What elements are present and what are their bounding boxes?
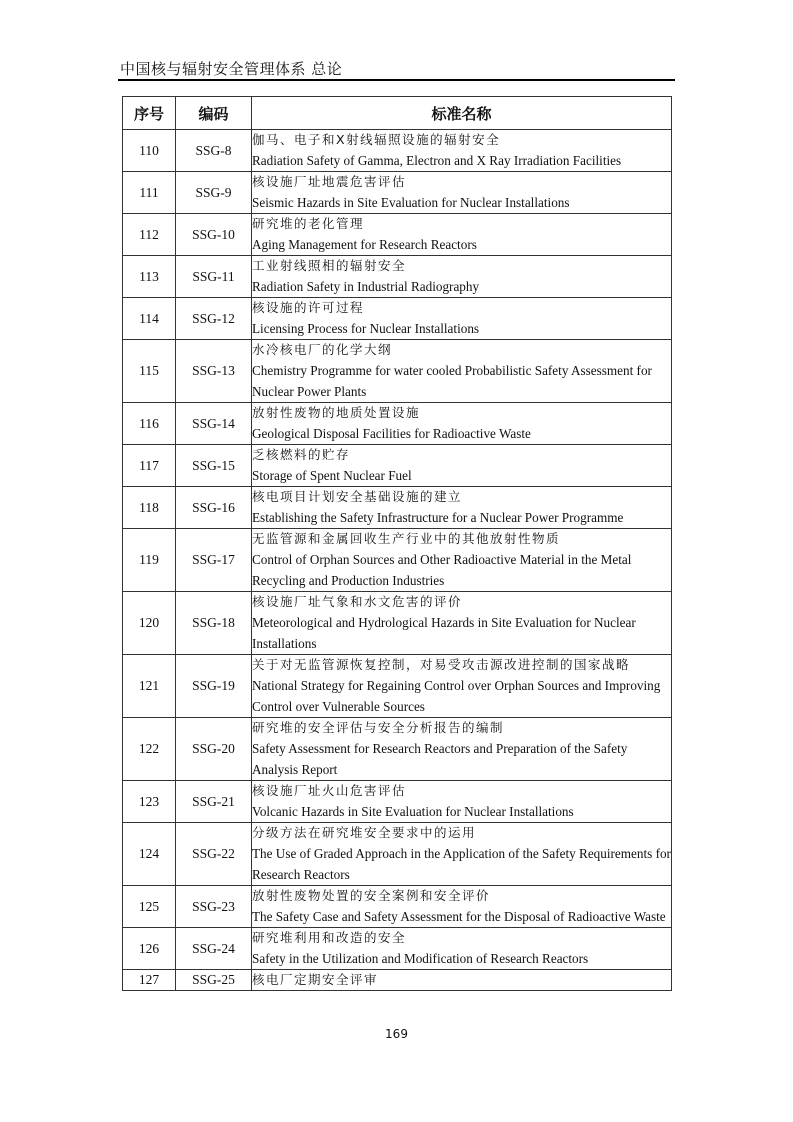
table-row bbox=[123, 256, 672, 298]
row-number: 119 bbox=[123, 529, 176, 592]
title-english: Meteorological and Hydrological Hazards in Site Evaluation for Nuclear Installations bbox=[252, 615, 636, 651]
row-code: SSG-24 bbox=[176, 928, 252, 970]
running-head: 中国核与辐射安全管理体系 总论 bbox=[120, 60, 343, 78]
title-chinese: 研究堆的安全评估与安全分析报告的编制 bbox=[252, 720, 505, 735]
title-english: Geological Disposal Facilities for Radioactive Waste bbox=[252, 426, 531, 441]
row-code: SSG-18 bbox=[176, 592, 252, 655]
title-chinese: 放射性废物的地质处置设施 bbox=[252, 405, 421, 420]
title-chinese: 分级方法在研究堆安全要求中的运用 bbox=[252, 825, 477, 840]
table-row bbox=[123, 403, 672, 445]
row-title-cell bbox=[252, 928, 672, 970]
row-number: 121 bbox=[123, 655, 176, 718]
title-chinese: 放射性废物处置的安全案例和安全评价 bbox=[252, 888, 491, 903]
row-code: SSG-15 bbox=[176, 445, 252, 487]
title-english: National Strategy for Regaining Control over Orphan Sources and Improving Control over Vulnerable Sources bbox=[252, 678, 661, 714]
row-code: SSG-9 bbox=[176, 172, 252, 214]
row-number: 122 bbox=[123, 718, 176, 781]
table-row bbox=[123, 340, 672, 403]
table-row bbox=[123, 886, 672, 928]
title-chinese: 乏核燃料的贮存 bbox=[252, 447, 351, 462]
title-chinese: 水冷核电厂的化学大纲 bbox=[252, 342, 393, 357]
title-english: Aging Management for Research Reactors bbox=[252, 237, 477, 252]
row-title-cell bbox=[252, 214, 672, 256]
title-chinese: 核设施的许可过程 bbox=[252, 300, 365, 315]
title-english: Safety Assessment for Research Reactors and Preparation of the Safety Analysis Report bbox=[252, 741, 628, 777]
row-number: 118 bbox=[123, 487, 176, 529]
row-number: 120 bbox=[123, 592, 176, 655]
table-row bbox=[123, 487, 672, 529]
table-header-row bbox=[123, 97, 672, 130]
table-row bbox=[123, 445, 672, 487]
header-title: 标准名称 bbox=[252, 97, 672, 130]
row-code: SSG-25 bbox=[176, 970, 252, 991]
row-number: 127 bbox=[123, 970, 176, 991]
row-title-cell bbox=[252, 529, 672, 592]
title-english: Licensing Process for Nuclear Installations bbox=[252, 321, 480, 336]
title-english: The Safety Case and Safety Assessment for the Disposal of Radioactive Waste bbox=[252, 909, 666, 924]
title-chinese: 核设施厂址地震危害评估 bbox=[252, 174, 407, 189]
row-title-cell bbox=[252, 487, 672, 529]
row-title-cell bbox=[252, 130, 672, 172]
row-number: 116 bbox=[123, 403, 176, 445]
row-title-cell bbox=[252, 592, 672, 655]
row-title-cell bbox=[252, 886, 672, 928]
table-row bbox=[123, 529, 672, 592]
title-english: Radiation Safety in Industrial Radiography bbox=[252, 279, 480, 294]
row-code: SSG-10 bbox=[176, 214, 252, 256]
row-title-cell bbox=[252, 340, 672, 403]
row-number: 115 bbox=[123, 340, 176, 403]
row-code: SSG-17 bbox=[176, 529, 252, 592]
table-body bbox=[123, 130, 672, 991]
row-code: SSG-11 bbox=[176, 256, 252, 298]
row-code: SSG-19 bbox=[176, 655, 252, 718]
title-english: Volcanic Hazards in Site Evaluation for Nuclear Installations bbox=[252, 804, 574, 819]
title-english: Safety in the Utilization and Modification of Research Reactors bbox=[252, 951, 589, 966]
row-code: SSG-16 bbox=[176, 487, 252, 529]
title-english: Storage of Spent Nuclear Fuel bbox=[252, 468, 412, 483]
title-chinese: 研究堆利用和改造的安全 bbox=[252, 930, 407, 945]
header-rule bbox=[118, 79, 675, 81]
table-row bbox=[123, 970, 672, 991]
title-english: Establishing the Safety Infrastructure for a Nuclear Power Programme bbox=[252, 510, 624, 525]
row-code: SSG-22 bbox=[176, 823, 252, 886]
title-chinese: 核电项目计划安全基础设施的建立 bbox=[252, 489, 463, 504]
table-row bbox=[123, 823, 672, 886]
title-chinese: 研究堆的老化管理 bbox=[252, 216, 365, 231]
row-number: 110 bbox=[123, 130, 176, 172]
row-title-cell bbox=[252, 172, 672, 214]
title-english: The Use of Graded Approach in the Application of the Safety Requirements for Research Reactors bbox=[252, 846, 671, 882]
title-english: Seismic Hazards in Site Evaluation for Nuclear Installations bbox=[252, 195, 570, 210]
table-row bbox=[123, 298, 672, 340]
row-title-cell bbox=[252, 781, 672, 823]
title-chinese: 关于对无监管源恢复控制，对易受攻击源改进控制的国家战略 bbox=[252, 657, 631, 672]
title-chinese: 核设施厂址气象和水文危害的评价 bbox=[252, 594, 463, 609]
title-english: Radiation Safety of Gamma, Electron and X Ray Irradiation Facilities bbox=[252, 153, 622, 168]
row-code: SSG-20 bbox=[176, 718, 252, 781]
row-number: 113 bbox=[123, 256, 176, 298]
row-number: 125 bbox=[123, 886, 176, 928]
table-row bbox=[123, 718, 672, 781]
row-number: 123 bbox=[123, 781, 176, 823]
table-row bbox=[123, 928, 672, 970]
row-title-cell bbox=[252, 970, 672, 991]
table-row bbox=[123, 592, 672, 655]
row-code: SSG-21 bbox=[176, 781, 252, 823]
row-number: 111 bbox=[123, 172, 176, 214]
row-code: SSG-13 bbox=[176, 340, 252, 403]
row-title-cell bbox=[252, 256, 672, 298]
table-row bbox=[123, 172, 672, 214]
header-number: 序号 bbox=[123, 97, 176, 130]
row-title-cell bbox=[252, 298, 672, 340]
title-chinese: 无监管源和金属回收生产行业中的其他放射性物质 bbox=[252, 531, 561, 546]
row-number: 112 bbox=[123, 214, 176, 256]
row-number: 126 bbox=[123, 928, 176, 970]
row-code: SSG-14 bbox=[176, 403, 252, 445]
title-chinese: 核电厂定期安全评审 bbox=[252, 972, 379, 987]
title-chinese: 核设施厂址火山危害评估 bbox=[252, 783, 407, 798]
table-row bbox=[123, 214, 672, 256]
row-title-cell bbox=[252, 823, 672, 886]
title-english: Chemistry Programme for water cooled Probabilistic Safety Assessment for Nuclear Power Plants bbox=[252, 363, 652, 399]
title-chinese: 伽马、电子和X射线辐照设施的辐射安全 bbox=[252, 132, 501, 147]
table-row bbox=[123, 655, 672, 718]
table-row bbox=[123, 130, 672, 172]
table-row bbox=[123, 781, 672, 823]
row-number: 124 bbox=[123, 823, 176, 886]
row-number: 117 bbox=[123, 445, 176, 487]
page-number: 169 bbox=[385, 1027, 408, 1041]
row-title-cell bbox=[252, 655, 672, 718]
row-code: SSG-23 bbox=[176, 886, 252, 928]
row-title-cell bbox=[252, 718, 672, 781]
row-code: SSG-8 bbox=[176, 130, 252, 172]
row-title-cell bbox=[252, 445, 672, 487]
standards-table bbox=[122, 96, 672, 991]
header-code: 编码 bbox=[176, 97, 252, 130]
title-english: Control of Orphan Sources and Other Radioactive Material in the Metal Recycling and Production Industries bbox=[252, 552, 632, 588]
title-chinese: 工业射线照相的辐射安全 bbox=[252, 258, 407, 273]
row-number: 114 bbox=[123, 298, 176, 340]
row-code: SSG-12 bbox=[176, 298, 252, 340]
row-title-cell bbox=[252, 403, 672, 445]
